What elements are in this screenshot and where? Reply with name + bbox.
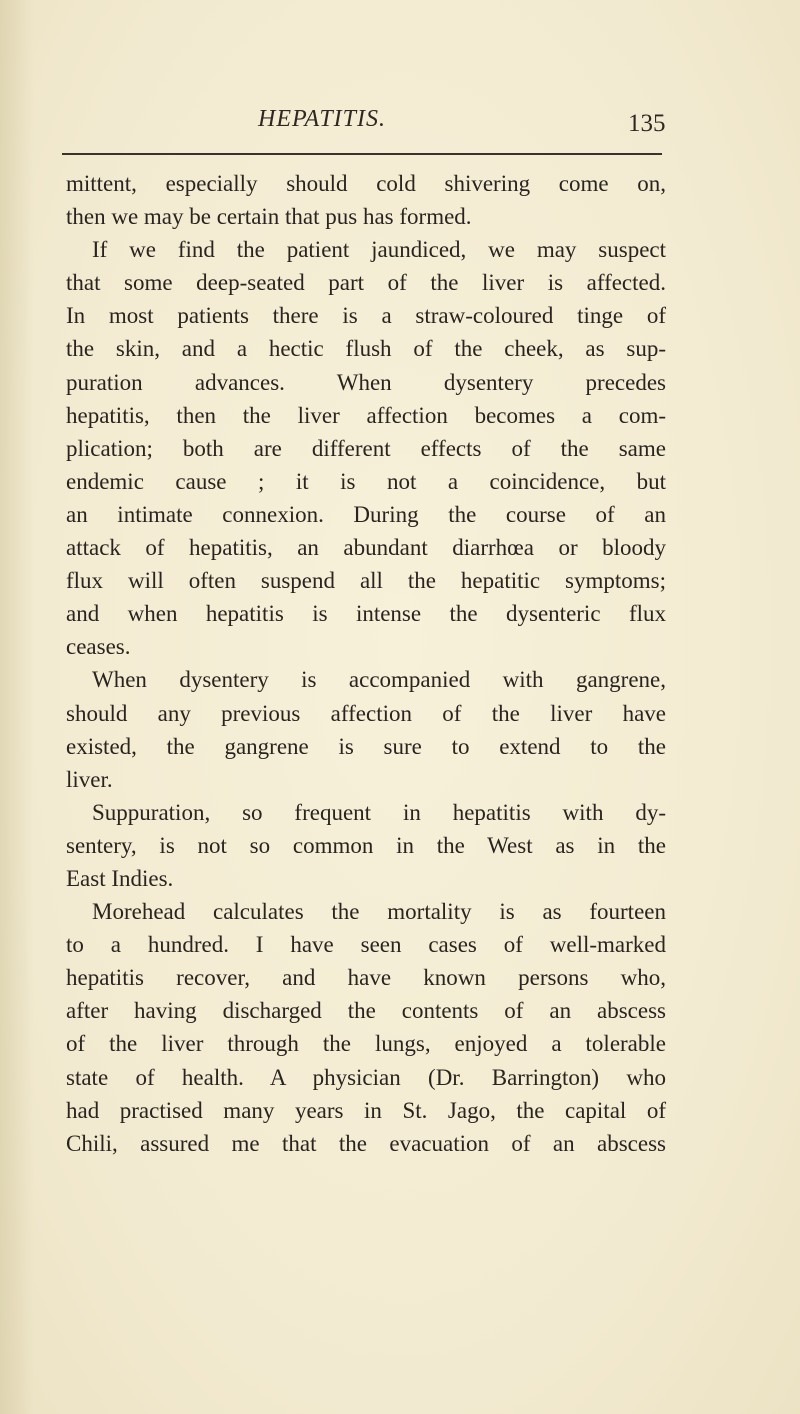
text-line: to a hundred. I have seen cases of well-marked [66, 932, 666, 958]
text-line: Chili, assured me that the evacuation of an abscess [66, 1130, 666, 1156]
text-line: liver. [66, 766, 113, 792]
text-line: an intimate connexion. During the course of an [66, 501, 666, 527]
text-line: sentery, is not so common in the West as in the [66, 832, 666, 858]
text-line: state of health. A physician (Dr. Barrington) who [66, 1064, 666, 1090]
text-line: mittent, especially should cold shivering come on, [66, 171, 666, 196]
text-line: endemic cause ; it is not a coincidence, but [66, 468, 666, 494]
page-number: 135 [628, 110, 666, 137]
text-line: Suppuration, so frequent in hepatitis with dy- [92, 799, 666, 825]
text-line: had practised many years in St. Jago, the capital of [66, 1097, 666, 1123]
text-line: flux will often suspend all the hepatitic symptoms; [66, 568, 666, 594]
text-line: ceases. [66, 634, 131, 660]
text-line: puration advances. When dysentery precedes [66, 369, 666, 395]
text-line: existed, the gangrene is sure to extend to the [66, 733, 666, 759]
text-line: If we find the patient jaundiced, we may suspect [92, 237, 666, 263]
text-line: then we may be certain that pus has formed. [66, 204, 472, 230]
text-line: In most patients there is a straw-coloured tinge of [66, 303, 666, 329]
text-line: East Indies. [66, 865, 174, 891]
text-line: plication; both are different effects of the same [66, 435, 666, 461]
text-line: of the liver through the lungs, enjoyed a tolerable [66, 1031, 666, 1057]
text-line: attack of hepatitis, an abundant diarrhœa or bloody [66, 535, 666, 561]
text-line: that some deep-seated part of the liver is affected. [66, 270, 666, 296]
text-line: hepatitis recover, and have known persons who, [66, 965, 666, 991]
page-header [0, 104, 800, 140]
text-line: When dysentery is accompanied with gangrene, [92, 667, 666, 693]
text-line: after having discharged the contents of an abscess [66, 998, 666, 1024]
text-line: and when hepatitis is intense the dysenteric flux [66, 601, 666, 627]
body-text [66, 167, 666, 1160]
text-line: hepatitis, then the liver affection becomes a com- [66, 402, 666, 428]
text-line: the skin, and a hectic flush of the cheek, as sup- [66, 336, 666, 362]
running-head: HEPATITIS. [258, 106, 387, 132]
text-line: should any previous affection of the liver have [66, 700, 666, 726]
text-line: Morehead calculates the mortality is as fourteen [92, 899, 666, 925]
header-rule [62, 153, 662, 155]
